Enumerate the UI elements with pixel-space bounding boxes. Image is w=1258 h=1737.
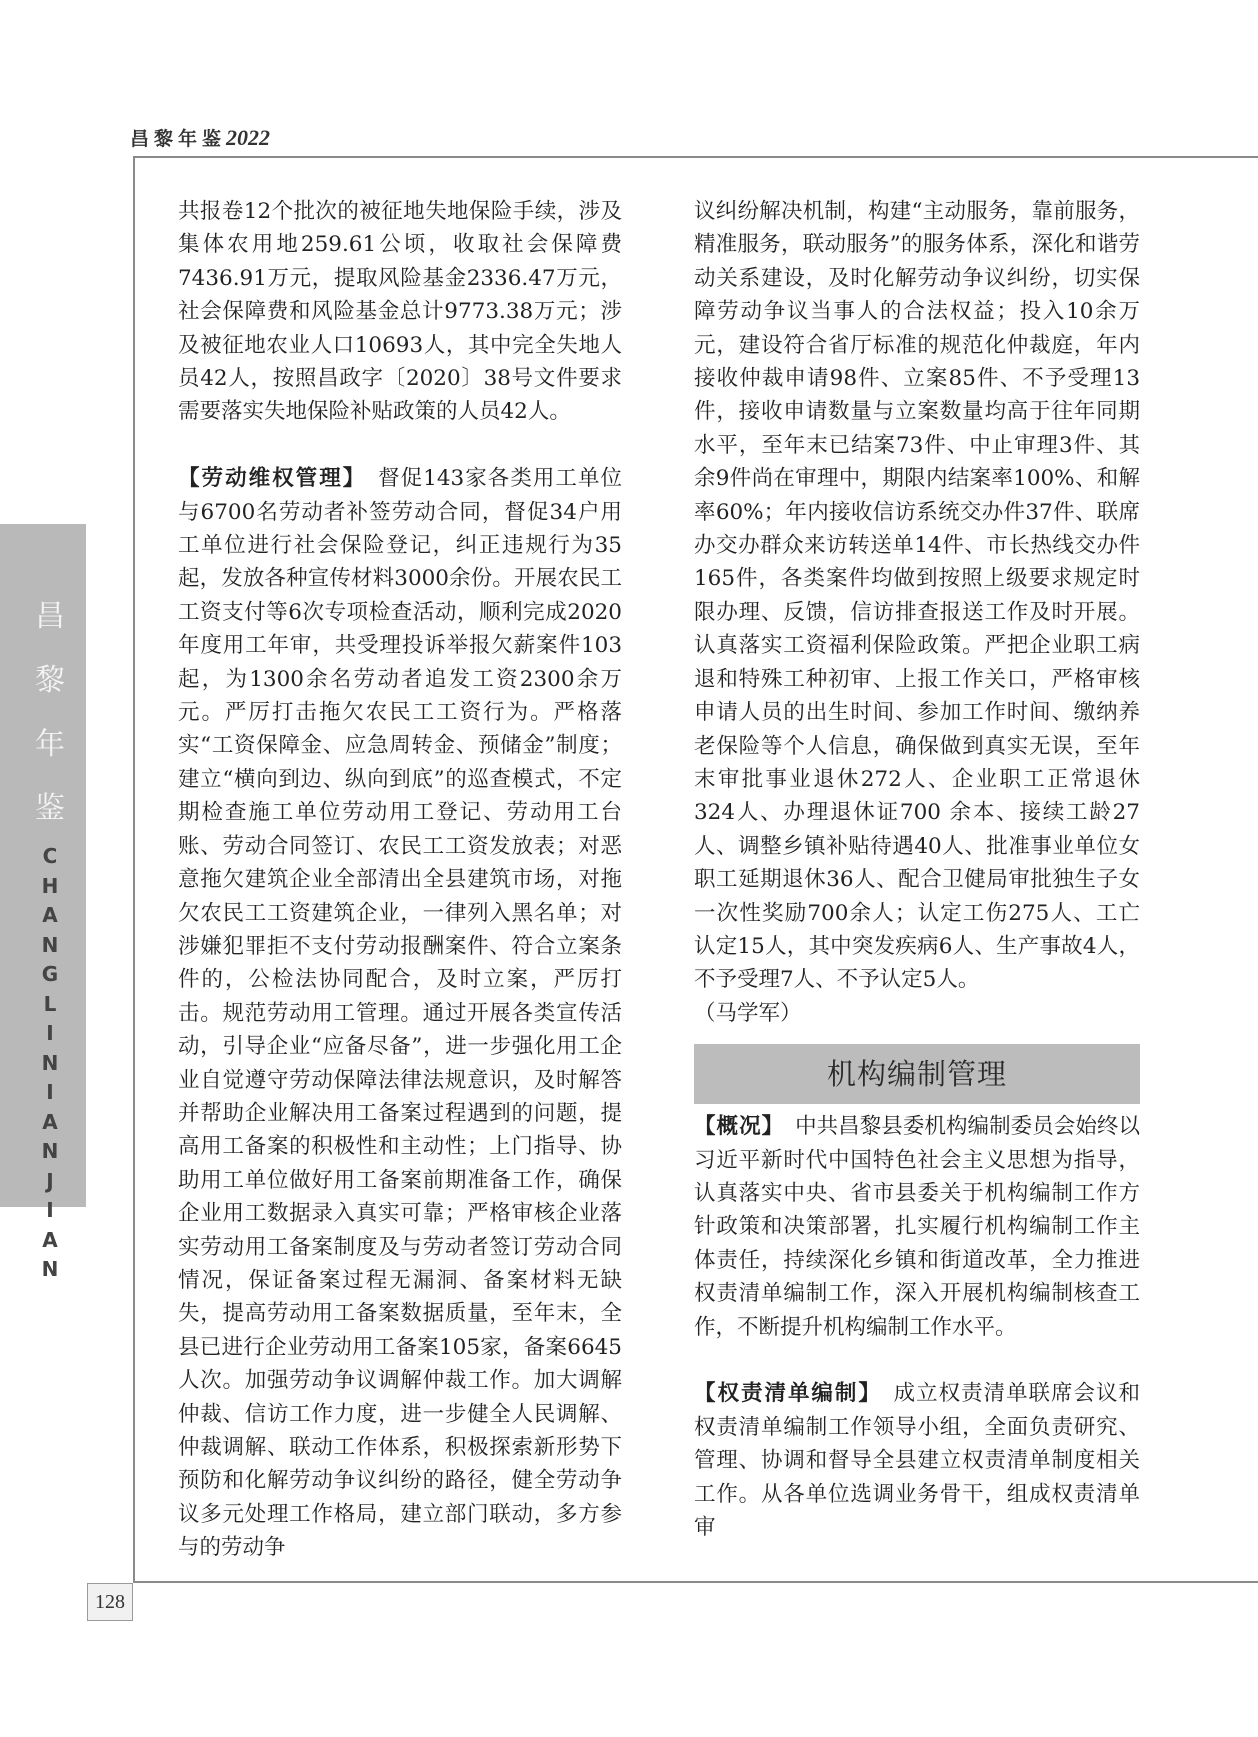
paragraph-overview [694, 1110, 1140, 1344]
side-letter: H [41, 873, 59, 898]
side-char: 昌 [35, 599, 65, 634]
side-letter: N [41, 1257, 59, 1281]
side-letter: I [46, 1080, 54, 1104]
side-letter: J [46, 1168, 54, 1193]
paragraph-land-insurance: 共报卷12个批次的被征地失地保险手续，涉及集体农用地259.61公顷，收取社会保障费7436.91万元，提取风险基金2336.47万元，社会保障费和风险基金总计9773.38万元；涉及被征地农业人口10693人，其中完全失地人员42人，按照昌政字〔2020〕38号文件要求需要落实失地保险补贴政策的人员42人。 [178, 199, 622, 425]
section-heading-band [694, 1044, 1140, 1104]
paragraph-labor-rights-body: 督促143家各类用工单位与6700名劳动者补签劳动合同，督促34户用工单位进行社会保险登记，纠正违规行为35起，发放各种宣传材料3000余份。开展农民工工资支付等6次专项检查活动，顺利完成2020年度用工年审，共受理投诉举报欠薪案件103起，为1300余名劳动者追发工资2300余万元。严厉打击拖欠农民工工资行为。严格落实“工资保障金、应急周转金、预储金”制度；建立“横向到边、纵向到底”的巡查模式，不定期检查施工单位劳动用工登记、劳动用工台账、劳动合同签订、农民工工资发放表；对恶意拖欠建筑企业全部清出全县建筑市场，对拖欠农民工工资建筑企业，一律列入黑名单；对涉嫌犯罪拒不支付劳动报酬案件、符合立案条件的，公检法协同配合，及时立案，严厉打击。规范劳动用工管理。通过开展各类宣传活动，引导企业“应备尽备”，进一步强化用工企业自觉遵守劳动保障法律法规意识，及时解答并帮助企业解决用工备案过程遇到的问题，提高用工备案的积极性和主动性；上门指导、协助用工单位做好用工备案前期准备工作，确保企业用工数据录入真实可靠；严格审核企业落实劳动用工备案制度及与劳动者签订劳动合同情况，保证备案过程无漏洞、备案材料无缺失，提高劳动用工备案数据质量，至年末，全县已进行企业劳动用工备案105家，备案6645人次。加强劳动争议调解仲裁工作。加大调解仲裁、信访工作力度，进一步健全人民调解、仲裁调解、联动工作体系，积极探索新形势下预防和化解劳动争议纠纷的路径，健全劳动争议多元处理工作格局，建立部门联动，多方参与的劳动争 [178, 466, 622, 1561]
side-letter: I [46, 1021, 54, 1045]
side-letter: N [41, 932, 59, 957]
section-tag-overview: 【概况】 [694, 1114, 774, 1140]
side-letter: N [41, 1050, 59, 1075]
side-char: 鉴 [35, 791, 65, 826]
author-credit: （马学军） [694, 1000, 802, 1026]
paragraph-power-list [694, 1377, 1140, 1544]
frame-left-rule [133, 156, 135, 1582]
side-char: 黎 [35, 663, 65, 698]
paragraph-dispute-resolution: 议纠纷解决机制，构建“主动服务，靠前服务，精准服务，联动服务”的服务体系，深化和谐劳动关系建设，及时化解劳动争议纠纷，切实保障劳动争议当事人的合法权益；投入10余万元，建设符合省厅标准的规范化仲裁庭，年内接收仲裁申请98件、立案85件、不予受理13件，接收申请数量与立案数量均高于往年同期水平，至年末已结案73件、中止审理3件、其余9件尚在审理中，期限内结案率100%、和解率60%；年内接收信访系统交办件37件、联席办交办群众来访转送单14件、市长热线交办件165件，各类案件均做到按照上级要求规定时限办理、反馈，信访排查报送工作及时开展。认真落实工资福利保险政策。严把企业职工病退和特殊工种初审、上报工作关口，严格审核申请人员的出生时间、参加工作时间、缴纳养老保险等个人信息，确保做到真实无误，至年末审批事业退休272人、企业职工正常退休324人、办理退休证700 余本、接续工龄27人、调整乡镇补贴待遇40人、批准事业单位女职工延期退休36人、配合卫健局审批独生子女一次性奖励700余人；认定工伤275人、工亡认定15人，其中突发疾病6人、生产事故4人，不予受理7人、不予认定5人。 [694, 199, 1140, 993]
right-column [694, 195, 1140, 1544]
left-column [178, 195, 622, 1565]
section-tag-power-list: 【权责清单编制】 [694, 1381, 872, 1407]
side-letter: G [41, 962, 59, 986]
side-letter: N [41, 1139, 59, 1163]
side-letter: C [42, 844, 58, 868]
side-letter: A [42, 1227, 58, 1252]
side-letter: L [43, 991, 57, 1016]
page-number: 128 [87, 1583, 133, 1621]
paragraph-power-list-body: 成立权责清单联席会议和权责清单编制工作领导小组，全面负责研究、管理、协调和督导全县建立权责清单制度相关工作。从各单位选调业务骨干，组成权责清单审 [694, 1381, 1140, 1541]
frame-bottom-rule [133, 1581, 1258, 1583]
side-tab-chinese-title [30, 585, 70, 841]
paragraph-labor-rights [178, 462, 622, 1564]
side-char: 年 [35, 727, 65, 762]
paragraph-overview-body: 中共昌黎县委机构编制委员会始终以习近平新时代中国特色社会主义思想为指导，认真落实中央、省市县委关于机构编制工作方针政策和决策部署，扎实履行机构编制工作主体责任，持续深化乡镇和街道改革，全力推进权责清单编制工作，深入开展机构编制核查工作，不断提升机构编制工作水平。 [694, 1114, 1140, 1340]
side-tab-pinyin-title [38, 842, 62, 1285]
running-header [130, 124, 270, 151]
side-letter: I [46, 1198, 54, 1222]
frame-top-rule [133, 156, 1258, 158]
section-tag-labor-rights: 【劳动维权管理】 [178, 466, 356, 492]
side-letter: A [42, 1109, 58, 1134]
section-heading: 机构编制管理 [826, 1057, 1007, 1092]
book-title: 昌黎年鉴 [130, 128, 227, 150]
side-letter: A [42, 903, 58, 927]
book-year: 2022 [226, 125, 271, 150]
